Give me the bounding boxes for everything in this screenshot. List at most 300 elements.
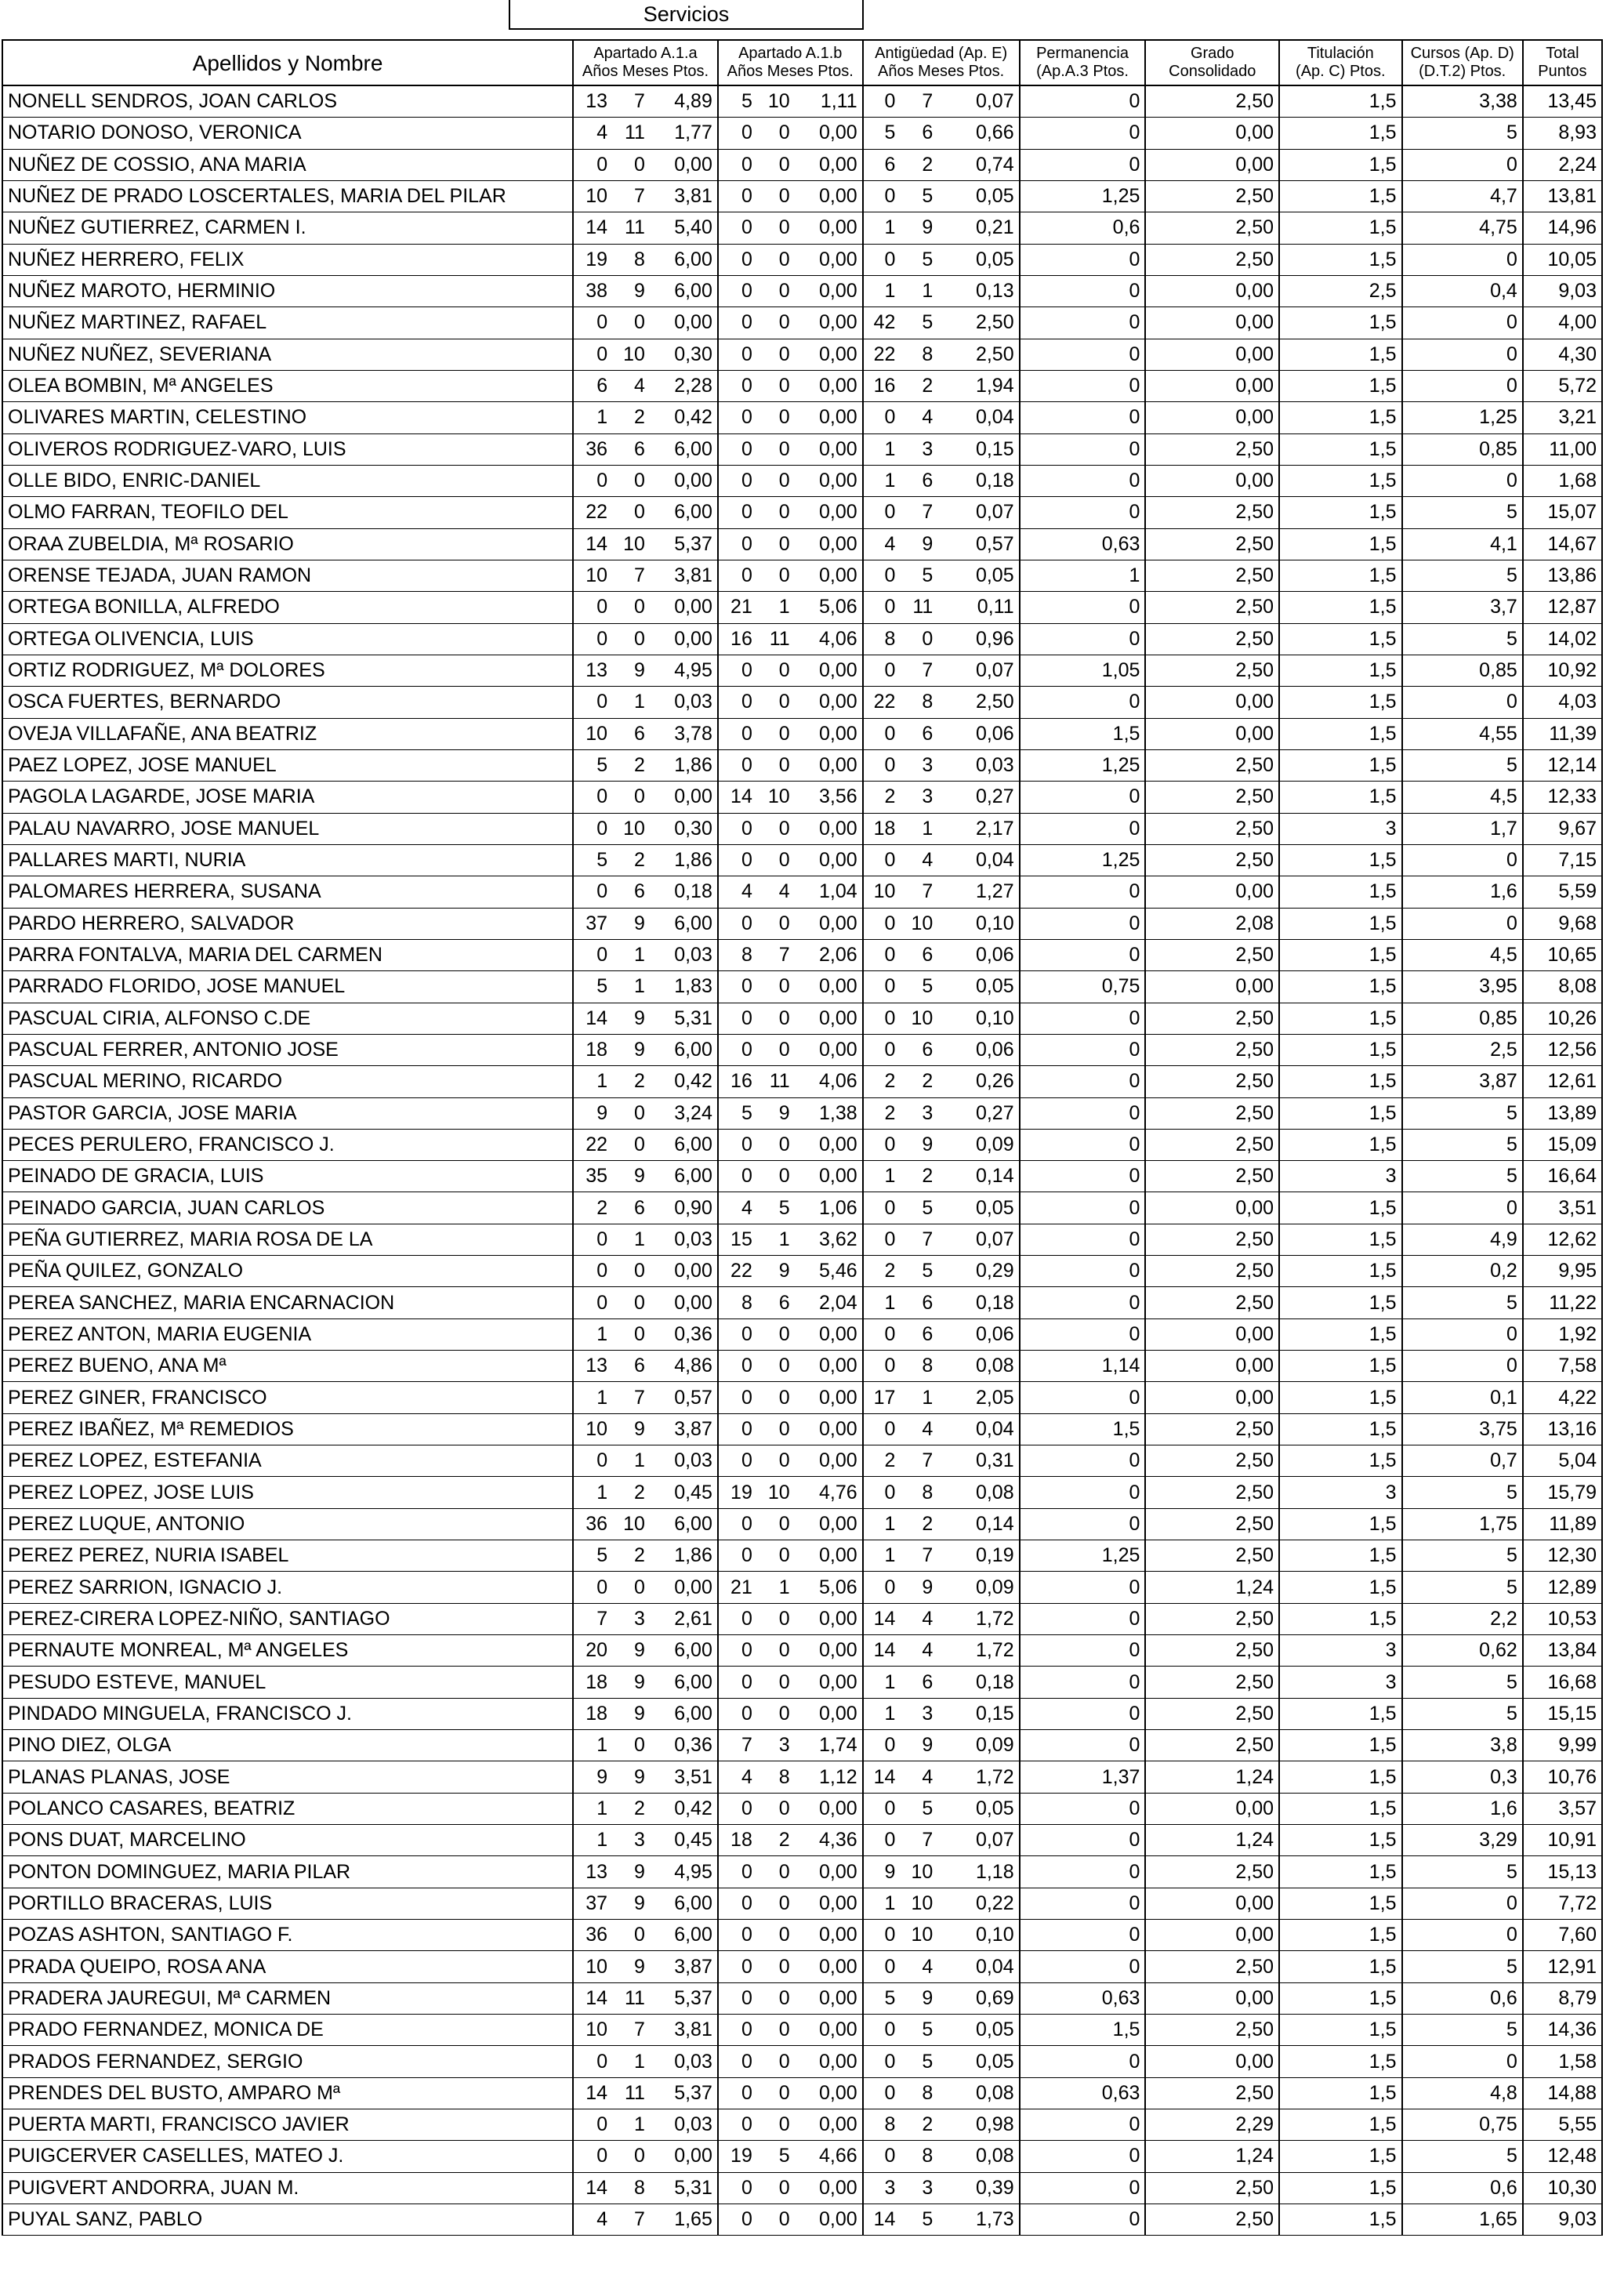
cell-a1a-months: 2 [612, 844, 650, 876]
cell-a1b-points: 0,00 [795, 1920, 863, 1951]
cell-total: 10,05 [1523, 244, 1602, 275]
cell-permanencia: 0,63 [1020, 528, 1146, 560]
cell-antig-points: 0,05 [937, 180, 1019, 212]
cell-a1a-months: 10 [612, 1508, 650, 1540]
cell-a1b-points: 0,00 [795, 1034, 863, 1065]
cell-permanencia: 0 [1020, 908, 1146, 939]
cell-grado: 2,50 [1145, 1603, 1279, 1634]
cell-a1a-months: 3 [612, 1825, 650, 1856]
cell-permanencia: 0 [1020, 118, 1146, 149]
cell-antig-points: 0,11 [937, 592, 1019, 623]
cell-total: 15,79 [1523, 1477, 1602, 1508]
cell-name: PRADA QUEIPO, ROSA ANA [2, 1951, 573, 1982]
cell-a1b-months: 0 [757, 118, 795, 149]
cell-antig-years: 14 [863, 1603, 901, 1634]
cell-permanencia: 0 [1020, 1445, 1146, 1477]
cell-a1b-points: 0,00 [795, 180, 863, 212]
cell-grado: 0,00 [1145, 876, 1279, 908]
cell-permanencia: 0 [1020, 465, 1146, 496]
cell-permanencia: 1,05 [1020, 655, 1146, 686]
cell-antig-months: 3 [900, 782, 937, 813]
cell-antig-points: 0,05 [937, 971, 1019, 1003]
cell-grado: 2,50 [1145, 1224, 1279, 1255]
cell-a1a-months: 9 [612, 1951, 650, 1982]
cell-a1a-years: 36 [573, 1508, 612, 1540]
cell-a1a-points: 0,45 [650, 1477, 718, 1508]
cell-grado: 0,00 [1145, 339, 1279, 370]
cell-a1b-months: 0 [757, 1318, 795, 1350]
cell-antig-years: 5 [863, 118, 901, 149]
cell-total: 4,00 [1523, 307, 1602, 339]
cell-name: OLMO FARRAN, TEOFILO DEL [2, 497, 573, 528]
cell-antig-points: 0,27 [937, 782, 1019, 813]
cell-a1b-points: 1,11 [795, 85, 863, 118]
cell-cursos: 0 [1402, 1192, 1523, 1224]
cell-a1a-points: 6,00 [650, 1508, 718, 1540]
table-row [2, 2141, 1602, 2172]
cell-a1b-years: 5 [718, 1097, 757, 1129]
col-a1b-title: Apartado A.1.b [738, 45, 843, 62]
cell-permanencia: 0 [1020, 85, 1146, 118]
cell-a1a-years: 0 [573, 939, 612, 970]
cell-a1b-points: 0,00 [795, 1413, 863, 1445]
cell-antig-points: 2,05 [937, 1382, 1019, 1413]
cell-a1a-points: 6,00 [650, 1161, 718, 1192]
cell-antig-points: 0,06 [937, 718, 1019, 749]
cell-titulacion: 1,5 [1279, 1603, 1401, 1634]
cell-antig-points: 0,10 [937, 1920, 1019, 1951]
cell-grado: 2,50 [1145, 497, 1279, 528]
cell-permanencia: 0 [1020, 1603, 1146, 1634]
cell-a1b-years: 0 [718, 149, 757, 180]
cell-cursos: 0 [1402, 370, 1523, 401]
cell-a1b-points: 4,76 [795, 1477, 863, 1508]
cell-antig-years: 0 [863, 1825, 901, 1856]
table-row [2, 687, 1602, 718]
cell-antig-years: 0 [863, 2046, 901, 2077]
cell-a1a-years: 22 [573, 1129, 612, 1160]
cell-antig-months: 9 [900, 212, 937, 244]
cell-a1a-months: 10 [612, 339, 650, 370]
cell-grado: 2,08 [1145, 908, 1279, 939]
cell-antig-months: 1 [900, 813, 937, 844]
cell-antig-points: 0,66 [937, 118, 1019, 149]
cell-name: OLEA BOMBIN, Mª ANGELES [2, 370, 573, 401]
cell-permanencia: 0 [1020, 1698, 1146, 1729]
table-row [2, 1161, 1602, 1192]
cell-a1a-months: 9 [612, 1003, 650, 1034]
cell-grado: 0,00 [1145, 2046, 1279, 2077]
cell-antig-years: 0 [863, 85, 901, 118]
table-row [2, 1413, 1602, 1445]
cell-antig-points: 0,19 [937, 1540, 1019, 1572]
cell-a1a-years: 7 [573, 1603, 612, 1634]
cell-antig-points: 0,18 [937, 1667, 1019, 1698]
cell-a1a-months: 0 [612, 307, 650, 339]
cell-antig-points: 0,05 [937, 2046, 1019, 2077]
cell-antig-years: 1 [863, 212, 901, 244]
cell-a1b-months: 0 [757, 307, 795, 339]
cell-a1a-points: 0,03 [650, 2109, 718, 2141]
cell-a1a-months: 0 [612, 1287, 650, 1318]
cell-total: 15,15 [1523, 1698, 1602, 1729]
cell-a1a-months: 0 [612, 1129, 650, 1160]
cell-a1b-years: 0 [718, 370, 757, 401]
cell-a1a-months: 0 [612, 1097, 650, 1129]
cell-antig-months: 4 [900, 1761, 937, 1793]
cell-name: OVEJA VILLAFAÑE, ANA BEATRIZ [2, 718, 573, 749]
table-row [2, 939, 1602, 970]
cell-a1b-years: 0 [718, 971, 757, 1003]
cell-permanencia: 0 [1020, 370, 1146, 401]
cell-titulacion: 1,5 [1279, 560, 1401, 591]
cell-a1a-months: 6 [612, 876, 650, 908]
table-row [2, 1318, 1602, 1350]
cell-total: 9,68 [1523, 908, 1602, 939]
cell-a1b-months: 0 [757, 908, 795, 939]
cell-a1a-months: 10 [612, 528, 650, 560]
cell-a1b-points: 1,38 [795, 1097, 863, 1129]
cell-a1a-points: 4,95 [650, 655, 718, 686]
cell-name: PARRA FONTALVA, MARIA DEL CARMEN [2, 939, 573, 970]
cell-antig-points: 0,29 [937, 1256, 1019, 1287]
cell-antig-months: 0 [900, 623, 937, 655]
cell-total: 11,00 [1523, 433, 1602, 465]
cell-grado: 2,50 [1145, 528, 1279, 560]
table-row [2, 971, 1602, 1003]
cell-a1a-years: 37 [573, 1888, 612, 1919]
col-grado-sub: Consolidado [1169, 63, 1256, 80]
table-row [2, 1382, 1602, 1413]
cell-a1a-months: 0 [612, 2141, 650, 2172]
col-a1b-sub: Años Meses Ptos. [727, 63, 854, 80]
cell-a1b-months: 9 [757, 1097, 795, 1129]
cell-a1a-years: 0 [573, 623, 612, 655]
cell-a1a-months: 9 [612, 275, 650, 306]
cell-antig-months: 11 [900, 592, 937, 623]
cell-total: 3,51 [1523, 1192, 1602, 1224]
cell-grado: 2,50 [1145, 1097, 1279, 1129]
cell-name: NOTARIO DONOSO, VERONICA [2, 118, 573, 149]
table-row [2, 1097, 1602, 1129]
cell-a1a-months: 1 [612, 2109, 650, 2141]
cell-permanencia: 0 [1020, 2204, 1146, 2235]
table-row [2, 1825, 1602, 1856]
cell-cursos: 0 [1402, 339, 1523, 370]
cell-a1a-months: 0 [612, 1256, 650, 1287]
cell-cursos: 1,25 [1402, 402, 1523, 433]
cell-name: PEREZ LOPEZ, JOSE LUIS [2, 1477, 573, 1508]
cell-a1b-months: 0 [757, 370, 795, 401]
table-row [2, 1034, 1602, 1065]
cell-name: OLIVEROS RODRIGUEZ-VARO, LUIS [2, 433, 573, 465]
cell-antig-years: 0 [863, 1318, 901, 1350]
table-row [2, 782, 1602, 813]
cell-antig-points: 0,08 [937, 2077, 1019, 2109]
cell-cursos: 5 [1402, 1951, 1523, 1982]
cell-a1a-months: 7 [612, 180, 650, 212]
cell-a1b-months: 0 [757, 528, 795, 560]
cell-total: 13,81 [1523, 180, 1602, 212]
cell-permanencia: 0 [1020, 1034, 1146, 1065]
cell-a1a-years: 14 [573, 2172, 612, 2204]
col-titul-sub: (Ap. C) Ptos. [1296, 63, 1386, 80]
table-row [2, 2109, 1602, 2141]
cell-name: PAEZ LOPEZ, JOSE MANUEL [2, 749, 573, 781]
cell-name: PARRADO FLORIDO, JOSE MANUEL [2, 971, 573, 1003]
cell-a1a-points: 0,03 [650, 1224, 718, 1255]
cell-titulacion: 1,5 [1279, 497, 1401, 528]
cell-antig-months: 5 [900, 2046, 937, 2077]
cell-name: POLANCO CASARES, BEATRIZ [2, 1793, 573, 1824]
cell-a1a-months: 8 [612, 2172, 650, 2204]
cell-antig-years: 1 [863, 1698, 901, 1729]
cell-permanencia: 0 [1020, 149, 1146, 180]
table-row [2, 1730, 1602, 1761]
cell-antig-points: 0,04 [937, 402, 1019, 433]
cell-titulacion: 1,5 [1279, 1572, 1401, 1603]
cell-a1b-points: 0,00 [795, 339, 863, 370]
table-row [2, 528, 1602, 560]
cell-permanencia: 0 [1020, 497, 1146, 528]
cell-cursos: 0,2 [1402, 1256, 1523, 1287]
cell-total: 4,03 [1523, 687, 1602, 718]
cell-a1b-points: 0,00 [795, 2172, 863, 2204]
cell-name: NUÑEZ NUÑEZ, SEVERIANA [2, 339, 573, 370]
cell-antig-years: 2 [863, 1445, 901, 1477]
cell-titulacion: 1,5 [1279, 782, 1401, 813]
cell-a1a-years: 0 [573, 2046, 612, 2077]
cell-grado: 0,00 [1145, 1192, 1279, 1224]
cell-cursos: 0,7 [1402, 1445, 1523, 1477]
cell-cursos: 2,5 [1402, 1034, 1523, 1065]
cell-antig-months: 7 [900, 1825, 937, 1856]
cell-antig-months: 3 [900, 2172, 937, 2204]
cell-a1b-years: 0 [718, 212, 757, 244]
cell-a1b-years: 0 [718, 402, 757, 433]
cell-a1a-points: 3,81 [650, 560, 718, 591]
cell-grado: 2,50 [1145, 1856, 1279, 1888]
cell-name: PEÑA QUILEZ, GONZALO [2, 1256, 573, 1287]
servicios-header: Servicios [509, 0, 864, 30]
cell-antig-points: 0,03 [937, 749, 1019, 781]
cell-a1b-years: 0 [718, 2172, 757, 2204]
cell-grado: 2,50 [1145, 433, 1279, 465]
cell-a1b-months: 0 [757, 749, 795, 781]
cell-titulacion: 1,5 [1279, 1825, 1401, 1856]
cell-a1b-points: 0,00 [795, 1698, 863, 1729]
cell-total: 15,07 [1523, 497, 1602, 528]
cell-a1b-points: 0,00 [795, 1445, 863, 1477]
cell-antig-months: 6 [900, 939, 937, 970]
cell-a1b-months: 0 [757, 2172, 795, 2204]
cell-cursos: 5 [1402, 118, 1523, 149]
cell-titulacion: 1,5 [1279, 2172, 1401, 2204]
cell-a1a-months: 2 [612, 1066, 650, 1097]
cell-a1a-points: 6,00 [650, 433, 718, 465]
cell-antig-years: 8 [863, 623, 901, 655]
cell-a1b-years: 0 [718, 2204, 757, 2235]
table-row [2, 1920, 1602, 1951]
cell-a1b-points: 0,00 [795, 244, 863, 275]
cell-a1b-points: 0,00 [795, 813, 863, 844]
cell-antig-points: 0,18 [937, 1287, 1019, 1318]
cell-name: OLIVARES MARTIN, CELESTINO [2, 402, 573, 433]
cell-grado: 2,50 [1145, 1129, 1279, 1160]
cell-a1b-years: 0 [718, 908, 757, 939]
cell-antig-years: 0 [863, 1413, 901, 1445]
cell-a1a-months: 0 [612, 1318, 650, 1350]
cell-permanencia: 0 [1020, 307, 1146, 339]
cell-antig-years: 1 [863, 433, 901, 465]
cell-name: PEREZ SARRION, IGNACIO J. [2, 1572, 573, 1603]
cell-cursos: 5 [1402, 1667, 1523, 1698]
table-row [2, 560, 1602, 591]
cell-a1a-years: 20 [573, 1635, 612, 1667]
cell-a1a-years: 9 [573, 1097, 612, 1129]
cell-a1a-points: 0,42 [650, 402, 718, 433]
cell-a1b-years: 0 [718, 307, 757, 339]
cell-titulacion: 1,5 [1279, 1761, 1401, 1793]
cell-antig-months: 2 [900, 1066, 937, 1097]
cell-name: PORTILLO BRACERAS, LUIS [2, 1888, 573, 1919]
table-row [2, 592, 1602, 623]
cell-a1b-months: 0 [757, 2109, 795, 2141]
cell-antig-years: 0 [863, 1003, 901, 1034]
cell-titulacion: 1,5 [1279, 971, 1401, 1003]
col-antig-sub: Años Meses Ptos. [878, 63, 1005, 80]
cell-permanencia: 0 [1020, 1097, 1146, 1129]
cell-antig-points: 1,94 [937, 370, 1019, 401]
cell-antig-points: 1,72 [937, 1603, 1019, 1634]
col-antig-title: Antigüedad (Ap. E) [875, 45, 1008, 62]
table-row [2, 1888, 1602, 1919]
cell-antig-years: 1 [863, 1888, 901, 1919]
cell-antig-months: 9 [900, 1572, 937, 1603]
cell-a1a-points: 0,00 [650, 782, 718, 813]
cell-name: POZAS ASHTON, SANTIAGO F. [2, 1920, 573, 1951]
cell-a1b-months: 11 [757, 1066, 795, 1097]
cell-antig-years: 14 [863, 2204, 901, 2235]
cell-a1b-years: 0 [718, 118, 757, 149]
cell-a1b-points: 0,00 [795, 1540, 863, 1572]
cell-grado: 0,00 [1145, 1982, 1279, 2014]
cell-a1a-years: 0 [573, 1256, 612, 1287]
cell-a1a-points: 6,00 [650, 275, 718, 306]
table-row [2, 813, 1602, 844]
cell-antig-years: 2 [863, 1066, 901, 1097]
table-row [2, 2204, 1602, 2235]
cell-a1a-years: 10 [573, 1413, 612, 1445]
cell-a1a-points: 6,00 [650, 1667, 718, 1698]
cell-antig-years: 0 [863, 180, 901, 212]
cell-total: 9,03 [1523, 2204, 1602, 2235]
cell-a1a-months: 1 [612, 1445, 650, 1477]
cell-permanencia: 1,5 [1020, 1413, 1146, 1445]
cell-cursos: 2,2 [1402, 1603, 1523, 1634]
cell-a1b-months: 0 [757, 560, 795, 591]
cell-permanencia: 0 [1020, 1856, 1146, 1888]
col-name-header: Apellidos y Nombre [2, 40, 573, 85]
cell-a1b-months: 7 [757, 939, 795, 970]
cell-titulacion: 1,5 [1279, 655, 1401, 686]
cell-a1b-months: 0 [757, 275, 795, 306]
table-row [2, 1667, 1602, 1698]
cell-a1a-points: 5,37 [650, 1982, 718, 2014]
cell-grado: 2,50 [1145, 85, 1279, 118]
cell-total: 9,03 [1523, 275, 1602, 306]
cell-a1b-years: 0 [718, 749, 757, 781]
col-cursos-header [1402, 40, 1523, 85]
cell-total: 5,59 [1523, 876, 1602, 908]
cell-titulacion: 1,5 [1279, 1508, 1401, 1540]
cell-a1b-months: 3 [757, 1730, 795, 1761]
cell-a1a-months: 0 [612, 497, 650, 528]
cell-grado: 1,24 [1145, 2141, 1279, 2172]
cell-a1a-months: 4 [612, 370, 650, 401]
table-row [2, 370, 1602, 401]
cell-antig-years: 0 [863, 1192, 901, 1224]
cell-a1a-points: 6,00 [650, 1635, 718, 1667]
cell-total: 10,53 [1523, 1603, 1602, 1634]
cell-cursos: 0 [1402, 1351, 1523, 1382]
cell-a1b-points: 0,00 [795, 149, 863, 180]
cell-total: 7,58 [1523, 1351, 1602, 1382]
cell-grado: 2,50 [1145, 813, 1279, 844]
cell-a1b-months: 0 [757, 1508, 795, 1540]
cell-a1b-years: 0 [718, 2046, 757, 2077]
cell-a1a-months: 9 [612, 1698, 650, 1729]
cell-a1b-months: 8 [757, 1761, 795, 1793]
col-perm-sub: (Ap.A.3 Ptos. [1036, 63, 1129, 80]
cell-antig-months: 7 [900, 1540, 937, 1572]
cell-total: 1,68 [1523, 465, 1602, 496]
cell-antig-years: 0 [863, 655, 901, 686]
cell-a1b-points: 0,00 [795, 1635, 863, 1667]
cell-total: 1,92 [1523, 1318, 1602, 1350]
cell-total: 4,30 [1523, 339, 1602, 370]
cell-cursos: 0 [1402, 687, 1523, 718]
table-row [2, 1982, 1602, 2014]
cell-antig-points: 0,05 [937, 1192, 1019, 1224]
cell-antig-months: 4 [900, 844, 937, 876]
cell-antig-points: 0,96 [937, 623, 1019, 655]
table-row [2, 1793, 1602, 1824]
cell-antig-points: 0,22 [937, 1888, 1019, 1919]
cell-name: OSCA FUERTES, BERNARDO [2, 687, 573, 718]
cell-antig-points: 0,57 [937, 528, 1019, 560]
cell-grado: 2,50 [1145, 560, 1279, 591]
cell-antig-months: 8 [900, 1351, 937, 1382]
cell-cursos: 4,5 [1402, 939, 1523, 970]
cell-name: PRADO FERNANDEZ, MONICA DE [2, 2015, 573, 2046]
cell-grado: 1,24 [1145, 1825, 1279, 1856]
cell-total: 3,57 [1523, 1793, 1602, 1824]
table-row [2, 307, 1602, 339]
cell-antig-months: 9 [900, 1730, 937, 1761]
cell-antig-months: 6 [900, 465, 937, 496]
cell-total: 8,08 [1523, 971, 1602, 1003]
cell-grado: 2,50 [1145, 1540, 1279, 1572]
cell-cursos: 4,1 [1402, 528, 1523, 560]
cell-total: 14,36 [1523, 2015, 1602, 2046]
cell-titulacion: 1,5 [1279, 1318, 1401, 1350]
cell-permanencia: 0 [1020, 2046, 1146, 2077]
cell-total: 9,99 [1523, 1730, 1602, 1761]
cell-a1a-months: 6 [612, 1351, 650, 1382]
cell-a1b-years: 16 [718, 1066, 757, 1097]
cell-name: PRENDES DEL BUSTO, AMPARO Mª [2, 2077, 573, 2109]
